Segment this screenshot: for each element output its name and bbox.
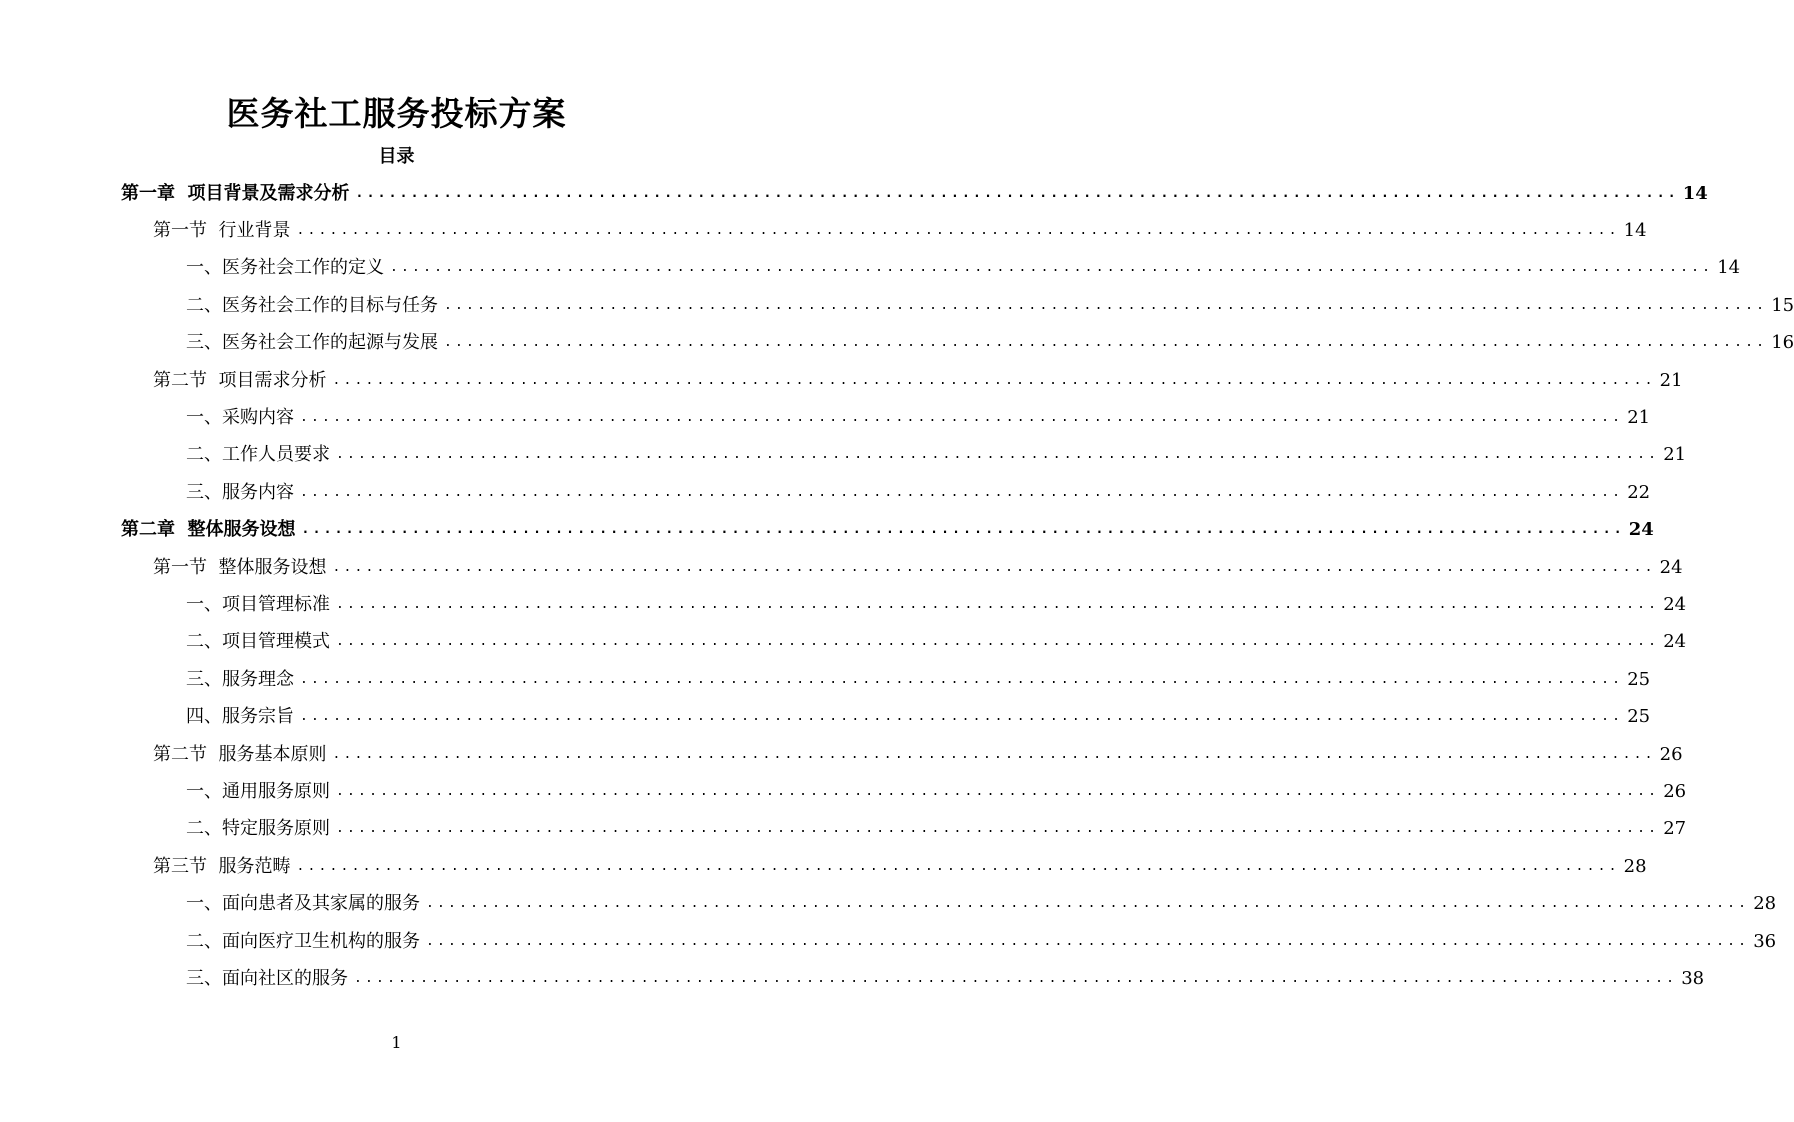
toc-entry-page: 22 (1627, 481, 1651, 503)
dot-leader: ........................................................................................................................ (300, 410, 1624, 426)
toc-entry-page: 14 (1717, 257, 1741, 279)
toc-entry[interactable] (0, 848, 1647, 885)
table-of-contents (0, 175, 1794, 998)
toc-entry-page: 28 (1753, 893, 1777, 915)
toc-entry-page: 26 (1663, 780, 1687, 802)
toc-entry-title: 项目管理标准 (222, 593, 330, 615)
toc-entry-page: 24 (1659, 556, 1683, 578)
toc-entry-title: 面向社区的服务 (222, 967, 348, 989)
toc-entry-title: 项目管理模式 (222, 631, 330, 653)
dot-leader: ........................................................................................................................ (300, 671, 1624, 687)
toc-entry-title: 项目背景及需求分析 (187, 182, 350, 204)
toc-entry-title: 整体服务设想 (218, 556, 327, 578)
toc-entry[interactable] (0, 661, 1651, 698)
dot-leader: ........................................................................................................................ (300, 709, 1624, 725)
toc-entry[interactable] (0, 362, 1683, 399)
toc-entry-page: 24 (1628, 519, 1654, 541)
toc-entry-page: 38 (1681, 967, 1705, 989)
toc-entry-number: 第一节 (153, 220, 219, 242)
toc-entry-page: 25 (1627, 668, 1651, 690)
dot-leader: ........................................................................................................................ (336, 634, 1660, 650)
toc-entry[interactable] (0, 586, 1687, 623)
toc-entry[interactable] (0, 212, 1647, 249)
dot-leader: ........................................................................................................................ (336, 596, 1660, 612)
dot-leader: ........................................................................................................................ (336, 821, 1660, 837)
toc-entry-number: 一、 (186, 593, 222, 615)
toc-entry[interactable] (0, 399, 1651, 436)
toc-entry-title: 面向患者及其家属的服务 (222, 893, 420, 915)
toc-entry[interactable] (0, 325, 1794, 362)
dot-leader: ........................................................................................................................ (301, 522, 1625, 538)
dot-leader: ........................................................................................................................ (336, 447, 1660, 463)
toc-entry[interactable] (0, 624, 1687, 661)
toc-entry-page: 16 (1771, 332, 1794, 354)
dot-leader: ........................................................................................................................ (354, 970, 1678, 986)
toc-entry-title: 特定服务原则 (222, 818, 330, 840)
toc-entry-page: 21 (1663, 444, 1687, 466)
toc-entry[interactable] (0, 811, 1687, 848)
toc-entry-page: 14 (1682, 182, 1708, 204)
toc-entry[interactable] (0, 736, 1683, 773)
toc-entry-number: 三、 (186, 967, 222, 989)
toc-entry-number: 第一章 (121, 182, 188, 204)
toc-entry-number: 第一节 (153, 556, 219, 578)
toc-entry-number: 一、 (186, 893, 222, 915)
toc-entry[interactable] (0, 698, 1651, 735)
dot-leader: ........................................................................................................................ (332, 559, 1656, 575)
toc-entry-title: 医务社会工作的定义 (222, 257, 384, 279)
toc-entry-page: 24 (1663, 593, 1687, 615)
toc-entry-title: 服务宗旨 (222, 706, 294, 728)
toc-entry-number: 第三节 (153, 855, 219, 877)
toc-entry[interactable] (0, 250, 1741, 287)
toc-entry-title: 通用服务原则 (222, 780, 330, 802)
toc-entry-number: 第二章 (121, 519, 188, 541)
toc-entry-page: 14 (1623, 220, 1647, 242)
dot-leader: ........................................................................................................................ (444, 335, 1768, 351)
toc-entry[interactable] (0, 474, 1651, 511)
toc-entry-title: 服务内容 (222, 481, 294, 503)
toc-entry-title: 整体服务设想 (187, 519, 296, 541)
toc-entry[interactable] (0, 175, 1708, 212)
dot-leader: ........................................................................................................................ (390, 260, 1714, 276)
toc-entry-number: 第二节 (153, 369, 219, 391)
toc-entry[interactable] (0, 512, 1654, 549)
toc-entry-title: 服务基本原则 (218, 743, 327, 765)
toc-entry-number: 一、 (186, 780, 222, 802)
toc-heading: 目录 (378, 146, 415, 167)
toc-entry[interactable] (0, 885, 1777, 922)
toc-entry-title: 工作人员要求 (222, 444, 330, 466)
toc-entry-page: 36 (1753, 930, 1777, 952)
toc-entry[interactable] (0, 287, 1794, 324)
dot-leader: ........................................................................................................................ (444, 297, 1768, 313)
toc-entry[interactable] (0, 773, 1687, 810)
toc-entry-page: 27 (1663, 818, 1687, 840)
toc-entry-title: 服务范畴 (218, 855, 291, 877)
toc-entry-page: 21 (1627, 407, 1651, 429)
toc-entry-title: 服务理念 (222, 668, 294, 690)
toc-entry[interactable] (0, 960, 1705, 997)
dot-leader: ........................................................................................................................ (296, 223, 1620, 239)
toc-entry-page: 28 (1623, 855, 1647, 877)
toc-entry[interactable] (0, 437, 1687, 474)
dot-leader: ........................................................................................................................ (426, 933, 1750, 949)
toc-entry-title: 行业背景 (218, 220, 291, 242)
toc-entry-page: 15 (1771, 294, 1794, 316)
toc-entry-number: 四、 (186, 706, 222, 728)
toc-entry[interactable] (0, 923, 1777, 960)
toc-entry-page: 21 (1659, 369, 1683, 391)
dot-leader: ........................................................................................................................ (300, 484, 1624, 500)
dot-leader: ........................................................................................................................ (332, 746, 1656, 762)
toc-entry-number: 二、 (186, 444, 222, 466)
toc-entry-title: 面向医疗卫生机构的服务 (222, 930, 420, 952)
dot-leader: ........................................................................................................................ (332, 372, 1656, 388)
toc-entry-number: 二、 (186, 631, 222, 653)
toc-entry-number: 一、 (186, 257, 222, 279)
dot-leader: ........................................................................................................................ (426, 896, 1750, 912)
document-title: 医务社工服务投标方案 (226, 94, 567, 133)
toc-entry-number: 三、 (186, 481, 222, 503)
dot-leader: ........................................................................................................................ (336, 783, 1660, 799)
toc-entry-page: 24 (1663, 631, 1687, 653)
toc-entry-title: 项目需求分析 (218, 369, 327, 391)
toc-entry-number: 一、 (186, 407, 222, 429)
page-number: 1 (391, 1033, 402, 1052)
toc-entry-title: 医务社会工作的目标与任务 (222, 294, 438, 316)
toc-entry-title: 医务社会工作的起源与发展 (222, 332, 438, 354)
toc-entry-number: 二、 (186, 294, 222, 316)
toc-entry-number: 三、 (186, 668, 222, 690)
dot-leader: ........................................................................................................................ (355, 185, 1679, 201)
toc-entry-page: 25 (1627, 706, 1651, 728)
dot-leader: ........................................................................................................................ (296, 858, 1620, 874)
toc-entry[interactable] (0, 549, 1683, 586)
toc-entry-title: 采购内容 (222, 407, 294, 429)
toc-entry-page: 26 (1659, 743, 1683, 765)
toc-entry-number: 三、 (186, 332, 222, 354)
toc-entry-number: 二、 (186, 930, 222, 952)
toc-entry-number: 第二节 (153, 743, 219, 765)
toc-entry-number: 二、 (186, 818, 222, 840)
